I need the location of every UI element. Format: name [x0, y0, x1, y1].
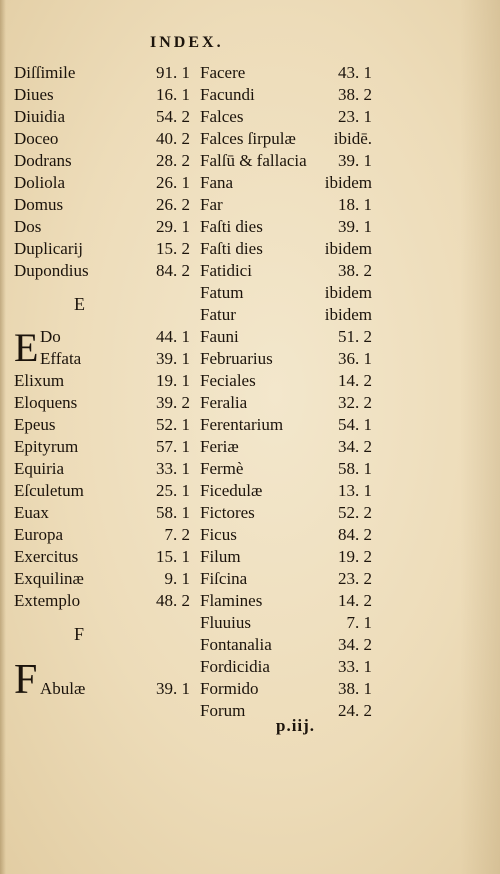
index-entry: Eſculetum 25. 1 [14, 481, 190, 500]
index-entry: Fatur ibidem [200, 305, 372, 324]
index-entry: Fontanalia 34. 2 [200, 635, 372, 654]
drop-cap-f: F [14, 657, 38, 703]
index-entry: Eloquens 39. 2 [14, 393, 190, 412]
page-edge-shadow [460, 0, 500, 874]
index-entry: Exercitus 15. 1 [14, 547, 190, 566]
index-entry: Facundi 38. 2 [200, 85, 372, 104]
index-entry: Dos 29. 1 [14, 217, 190, 236]
index-entry: Duplicarij 15. 2 [14, 239, 190, 258]
index-entry: Faſti dies 39. 1 [200, 217, 372, 236]
index-entry: Domus 26. 2 [14, 195, 190, 214]
right-column [200, 62, 372, 722]
index-entry: Extemplo 48. 2 [14, 591, 190, 610]
index-entry: Elixum 19. 1 [14, 371, 190, 390]
index-entry: Diuidia 54. 2 [14, 107, 190, 126]
index-entry: Diſſimile 91. 1 [14, 63, 190, 82]
index-entry: Epityrum 57. 1 [14, 437, 190, 456]
index-entry: Doceo 40. 2 [14, 129, 190, 148]
index-entry: Februarius 36. 1 [200, 349, 372, 368]
signature-mark: p.iij. [276, 716, 316, 735]
index-entry: Ficedulæ 13. 1 [200, 481, 372, 500]
section-letter-f: F [74, 624, 85, 644]
index-entry: Far 18. 1 [200, 195, 372, 214]
index-entry: Ferentarium 54. 1 [200, 415, 372, 434]
index-entry: Exquilinæ 9. 1 [14, 569, 190, 588]
index-entry: Facere 43. 1 [200, 63, 372, 82]
index-entry: Diues 16. 1 [14, 85, 190, 104]
index-entry: Forum 24. 2 [200, 701, 372, 720]
index-entry: Euax 58. 1 [14, 503, 190, 522]
index-entry: Feriæ 34. 2 [200, 437, 372, 456]
drop-cap-entry-f: F Abulæ 39. 1 [14, 657, 190, 703]
left-column [14, 62, 190, 704]
index-entry: Falces ſirpulæ ibidē. [200, 129, 372, 148]
index-entry: Ficus 84. 2 [200, 525, 372, 544]
index-entry: Epeus 52. 1 [14, 415, 190, 434]
index-entry: Falſū & fallacia 39. 1 [200, 151, 372, 170]
index-entry: Dupondius 84. 2 [14, 261, 190, 280]
gutter-shadow [0, 0, 6, 874]
page-header: INDEX. [150, 34, 224, 51]
index-entry: Flamines 14. 2 [200, 591, 372, 610]
index-entry: Dodrans 28. 2 [14, 151, 190, 170]
index-entry: Falces 23. 1 [200, 107, 372, 126]
section-letter-e: E [74, 294, 85, 314]
index-entry: Feralia 32. 2 [200, 393, 372, 412]
index-entry: Fatum ibidem [200, 283, 372, 302]
index-entry: Europa 7. 2 [14, 525, 190, 544]
index-entry: Fermè 58. 1 [200, 459, 372, 478]
index-entry: Faſti dies ibidem [200, 239, 372, 258]
drop-cap-entry-e: E Do 44. 1 Effata 39. 1 [14, 325, 190, 370]
index-entry: Doliola 26. 1 [14, 173, 190, 192]
index-entry: Fana ibidem [200, 173, 372, 192]
index-entry: Fictores 52. 2 [200, 503, 372, 522]
drop-cap-e: E [14, 325, 39, 370]
index-entry: Equiria 33. 1 [14, 459, 190, 478]
index-entry: Fatidici 38. 2 [200, 261, 372, 280]
index-entry: Fauni 51. 2 [200, 327, 372, 346]
index-entry: Formido 38. 1 [200, 679, 372, 698]
index-entry: Fiſcina 23. 2 [200, 569, 372, 588]
index-entry: Fordicidia 33. 1 [200, 657, 372, 676]
index-entry: Feciales 14. 2 [200, 371, 372, 390]
index-entry: Fluuius 7. 1 [200, 613, 372, 632]
index-entry: Filum 19. 2 [200, 547, 372, 566]
